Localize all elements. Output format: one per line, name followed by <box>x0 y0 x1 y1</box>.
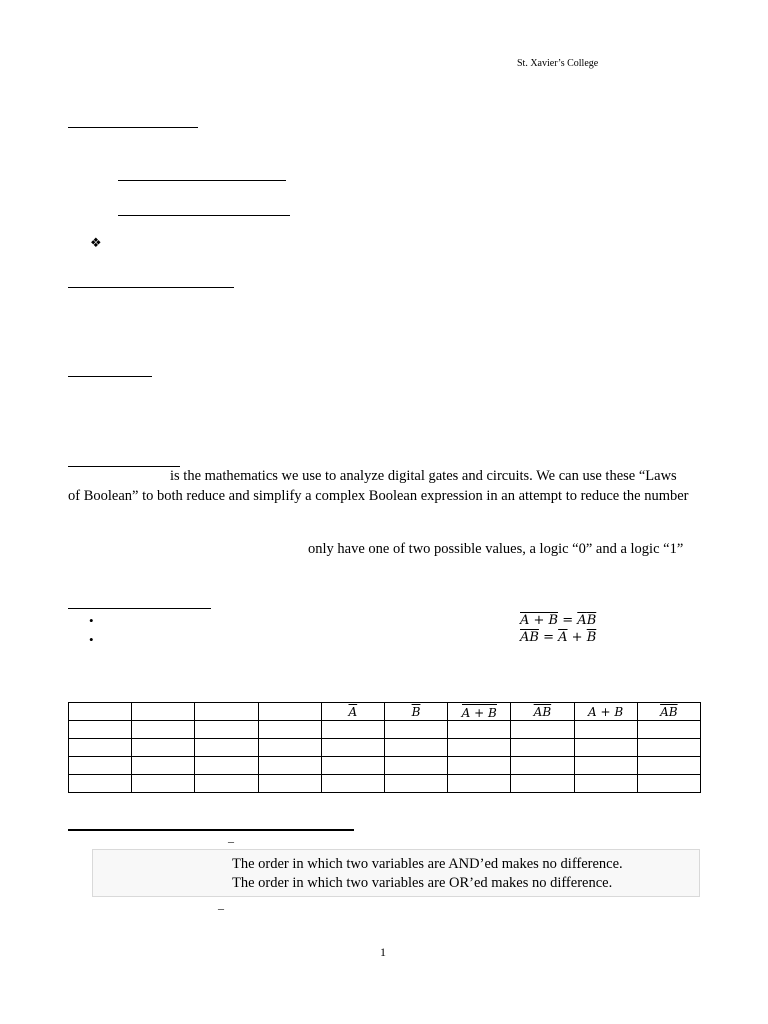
law2-plus: + <box>571 630 583 645</box>
table-cell <box>69 739 132 757</box>
table-cell <box>637 757 700 775</box>
diamond-bullet-icon: ❖ <box>90 236 102 251</box>
table-cell <box>637 739 700 757</box>
law2-rhs-a: $\overline{A}$ <box>558 630 568 645</box>
header-not-b-text: $\overline{B}$ <box>411 704 421 719</box>
bullet-dot-2: • <box>89 632 94 647</box>
heading-underline-2 <box>68 287 234 288</box>
commutative-and-text: The order in which two variables are AND’ed makes no difference. <box>232 856 623 872</box>
law1-rhs-b: $\overline{B}$ <box>586 613 597 628</box>
law1-eq: = <box>562 613 574 628</box>
table-cell <box>384 757 447 775</box>
truth-table-header-row <box>69 703 701 721</box>
header-cell <box>69 703 132 721</box>
header-college: St. Xavier’s College <box>517 58 599 69</box>
table-cell <box>574 739 637 757</box>
header-nota-notb-text: $\overline{AB}$ <box>660 704 678 719</box>
table-cell <box>574 721 637 739</box>
table-cell <box>511 757 574 775</box>
table-cell <box>511 721 574 739</box>
table-cell <box>321 721 384 739</box>
header-cell-not-b <box>384 703 447 721</box>
demorgan-law-2 <box>520 630 596 645</box>
table-cell <box>448 721 511 739</box>
table-cell <box>132 721 195 739</box>
header-cell <box>195 703 258 721</box>
law1-rhs-a: $\overline{A}$ <box>577 613 587 628</box>
header-cell-nand <box>511 703 574 721</box>
table-cell <box>384 775 447 793</box>
table-cell <box>321 757 384 775</box>
commutative-mark-top: – <box>228 834 234 848</box>
table-row <box>69 739 701 757</box>
table-cell <box>69 775 132 793</box>
commutative-mark-bottom: – <box>218 901 224 915</box>
heading-underline-3 <box>68 376 152 377</box>
table-cell <box>384 721 447 739</box>
table-cell <box>448 775 511 793</box>
header-cell <box>258 703 321 721</box>
table-cell <box>69 757 132 775</box>
table-cell <box>195 775 258 793</box>
table-cell <box>258 757 321 775</box>
intro-line-3: only have one of two possible values, a logic “0” and a logic “1” <box>308 541 684 557</box>
table-cell <box>448 739 511 757</box>
term-underline-boolean-algebra <box>68 466 180 467</box>
table-cell <box>195 739 258 757</box>
subheading-underline-1 <box>118 180 286 181</box>
table-cell <box>321 775 384 793</box>
table-cell <box>132 739 195 757</box>
demorgan-law-1 <box>520 612 596 628</box>
table-row <box>69 757 701 775</box>
table-row <box>69 775 701 793</box>
table-cell <box>511 739 574 757</box>
table-cell <box>258 775 321 793</box>
header-cell-nota-or-notb <box>574 703 637 721</box>
truth-table <box>68 702 701 793</box>
header-not-a-text: $\overline{A}$ <box>348 704 358 719</box>
table-row <box>69 721 701 739</box>
header-nand-text: $\overline{AB}$ <box>533 704 552 719</box>
intro-line-2: of Boolean” to both reduce and simplify a complex Boolean expression in an attempt to reduce the number <box>68 488 689 504</box>
table-cell <box>637 775 700 793</box>
commutative-or-text: The order in which two variables are OR’ed makes no difference. <box>232 875 613 891</box>
table-cell <box>132 757 195 775</box>
table-cell <box>258 739 321 757</box>
table-cell <box>637 721 700 739</box>
table-cell <box>195 757 258 775</box>
table-cell <box>195 721 258 739</box>
subheading-underline-2 <box>118 215 290 216</box>
header-cell-nor <box>448 703 511 721</box>
table-cell <box>574 775 637 793</box>
heading-underline-commutative <box>68 829 354 831</box>
table-cell <box>384 739 447 757</box>
table-cell <box>511 775 574 793</box>
header-cell-nota-notb <box>637 703 700 721</box>
table-cell <box>574 757 637 775</box>
page-number: 1 <box>380 945 386 959</box>
header-cell-not-a <box>321 703 384 721</box>
table-cell <box>321 739 384 757</box>
header-cell <box>132 703 195 721</box>
table-cell <box>69 721 132 739</box>
law1-lhs: A + B <box>520 613 559 628</box>
heading-underline-demorgan <box>68 608 211 609</box>
header-nor-text: A + B <box>461 705 497 720</box>
table-cell <box>258 721 321 739</box>
law2-lhs: $\overline{AB}$ <box>520 630 539 645</box>
law2-eq: = <box>543 630 554 645</box>
heading-underline-1 <box>68 127 198 128</box>
bullet-dot-1: • <box>89 613 94 628</box>
table-cell <box>448 757 511 775</box>
header-nota-or-notb-text: A + B <box>588 704 624 719</box>
table-cell <box>132 775 195 793</box>
law2-rhs-b: $\overline{B}$ <box>586 630 597 645</box>
intro-line-1: is the mathematics we use to analyze digital gates and circuits. We can use these “Laws <box>170 468 677 484</box>
